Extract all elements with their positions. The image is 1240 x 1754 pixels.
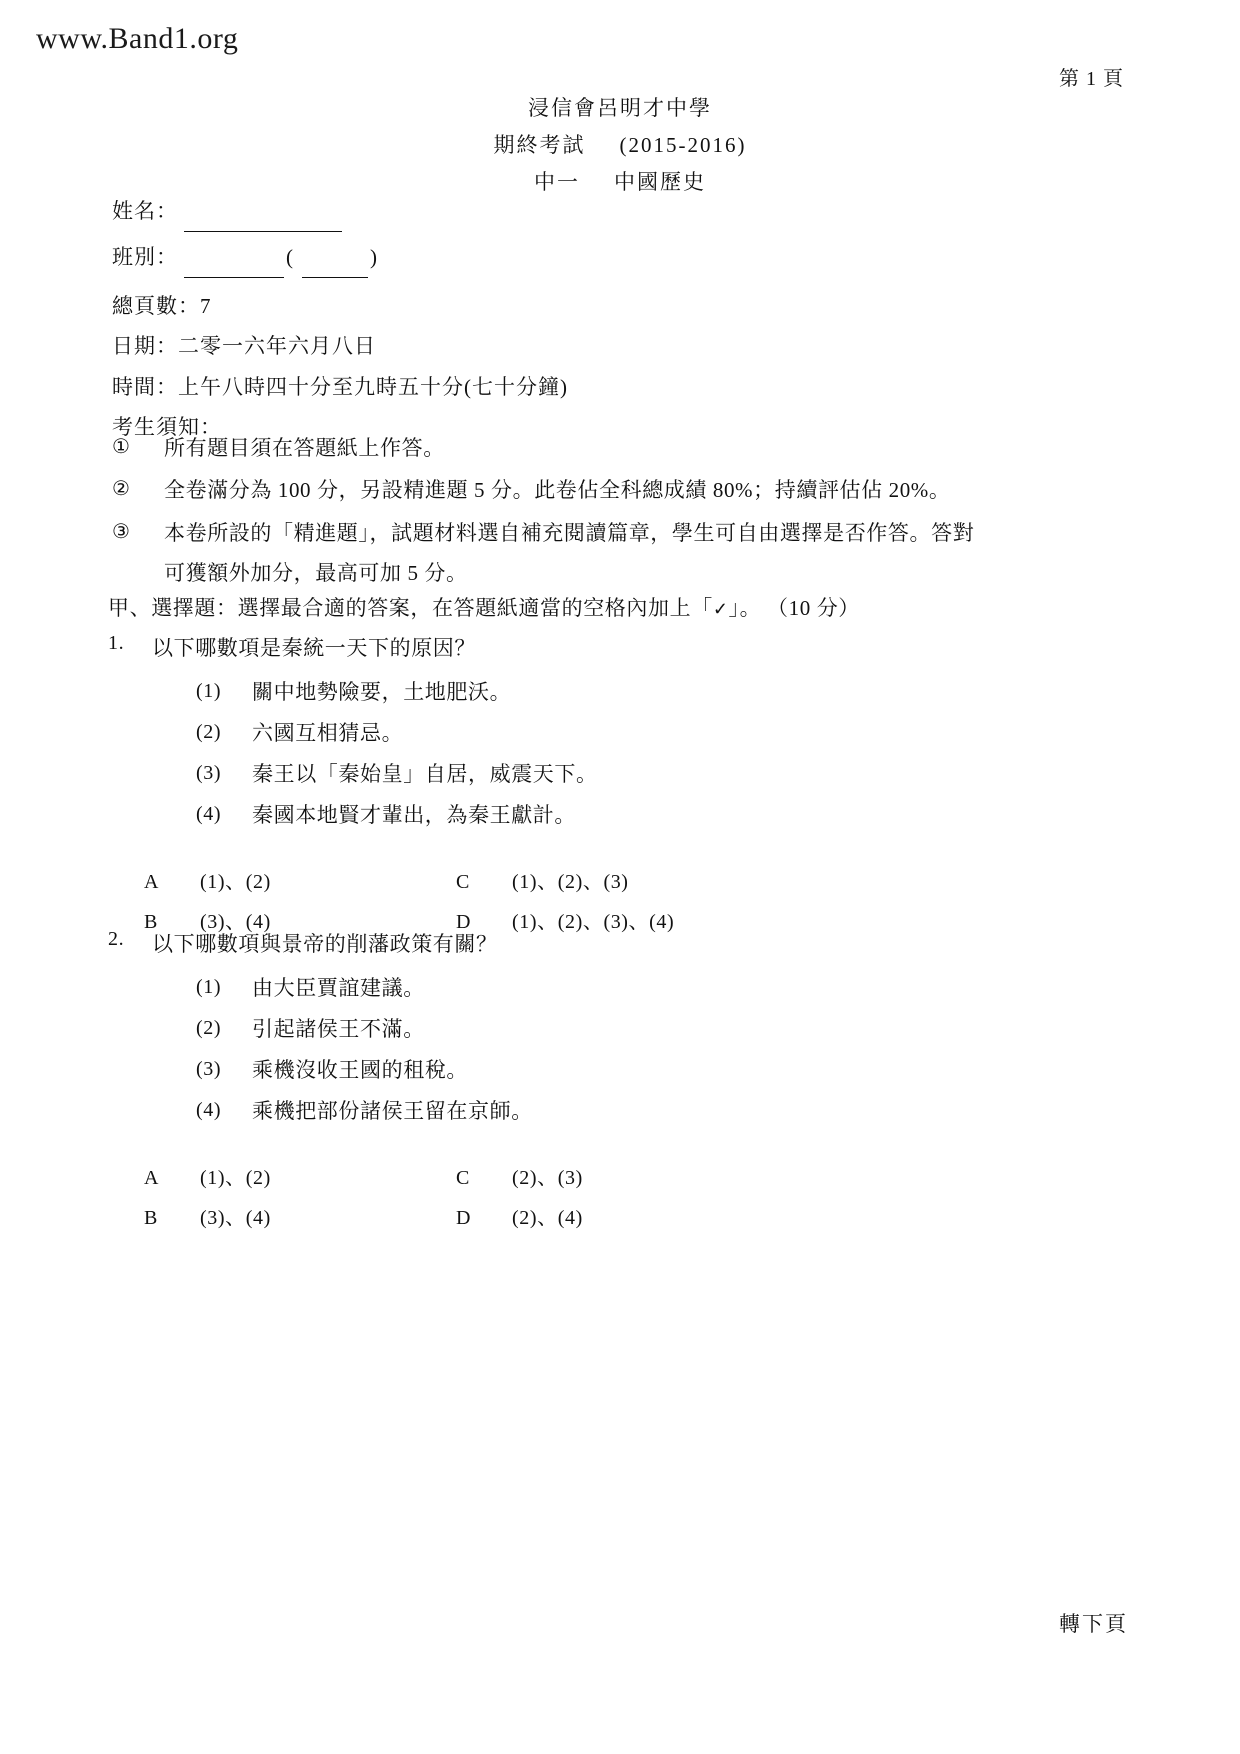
option-letter: A [144,870,160,893]
section-a-heading [108,592,1048,622]
option-text: (1)、(2) [200,1166,271,1189]
statement-text: 秦國本地賢才輩出，為秦王獻計。 [252,802,576,827]
section-title-end: 」。 （10 分） [728,596,860,620]
note-item [112,513,1012,594]
class-field-row [112,236,380,278]
exam-date: 日期：二零一六年六月八日 [112,334,376,359]
option-text: (1)、(2) [200,870,271,893]
name-field-row [112,190,380,232]
statement-number: (4) [196,1098,222,1121]
class-label: 班別： [112,245,178,269]
statement-item [196,1050,1068,1091]
option-letter: B [144,910,158,933]
grade-level: 中一 [534,169,580,194]
class-number-input-line[interactable] [302,257,368,278]
statement-item [196,754,1068,795]
statement-item [196,795,1068,836]
option-row [144,1158,1068,1198]
site-watermark: www.Band1.org [36,22,239,55]
option-letter: C [456,1166,470,1189]
student-fields [112,190,380,282]
question-2-head [108,928,1068,958]
option-d[interactable] [456,1198,583,1238]
note-text: 所有題目須在答題紙上作答。 [164,436,445,460]
question-number: 1. [108,632,125,654]
question-stem: 以下哪數項與景帝的削藩政策有關？ [152,932,498,956]
exam-meta [112,286,568,447]
notice-label: 考生須知： [112,414,222,439]
name-label: 姓名： [112,199,178,223]
question-2-statements [196,968,1068,1132]
exam-title-line [0,127,1240,164]
option-text: (1)、(2)、(3) [512,870,629,893]
option-letter: D [456,1206,472,1229]
option-letter: C [456,870,470,893]
page-footer-note: 轉下頁 [1059,1612,1128,1636]
option-letter: A [144,1166,160,1189]
option-letter: B [144,1206,158,1229]
statement-text: 秦王以「秦始皇」自居，威震天下。 [252,761,598,786]
statement-item [196,1009,1068,1050]
class-paren-open: ( [286,245,294,269]
question-2 [108,928,1068,1238]
question-1-head [108,632,1068,662]
option-b[interactable] [144,1198,456,1238]
note-text-line1: 本卷所設的「精進題」，試題材料選自補充閱讀篇章，學生可自由選擇是否作答。答對 [164,520,975,545]
option-a[interactable] [144,862,456,902]
question-1 [108,632,1068,942]
option-text: (1)、(2)、(3)、(4) [512,910,675,933]
total-pages: 總頁數：7 [112,294,212,318]
subject-name: 中國歷史 [614,169,706,194]
class-input-line[interactable] [184,257,284,278]
statement-number: (3) [196,761,222,784]
exam-time: 時間：上午八時四十分至九時五十分(七十分鐘) [112,374,568,399]
exam-title: 期終考試 [493,132,586,157]
option-text: (2)、(4) [512,1206,583,1229]
option-letter: D [456,910,472,933]
question-stem: 以下哪數項是秦統一天下的原因？ [152,636,476,660]
school-name: 浸信會呂明才中學 [528,96,712,120]
note-item [112,428,1012,468]
note-text-line2: 可獲額外加分，最高可加 5 分。 [164,560,468,585]
option-c[interactable] [456,862,629,902]
statement-number: (4) [196,802,222,825]
statement-text: 乘機把部份諸侯王留在京師。 [252,1098,533,1123]
exam-years: (2015-2016) [619,132,747,157]
statement-item [196,968,1068,1009]
note-number: ③ [112,520,131,543]
option-c[interactable] [456,1158,583,1198]
class-paren-close: ) [370,245,378,269]
statement-item [196,713,1068,754]
note-text [164,513,1012,594]
statement-number: (1) [196,680,222,702]
question-2-options [144,1158,1068,1238]
page-number: 第 1 頁 [1059,68,1124,90]
note-number: ① [112,436,131,458]
option-text: (3)、(4) [200,1206,271,1229]
statement-text: 六國互相猜忌。 [252,720,404,745]
statement-item [196,1091,1068,1132]
check-mark-icon: ✓ [712,599,729,619]
note-item [112,470,1012,510]
statement-text: 關中地勢險要，土地肥沃。 [252,680,512,704]
statement-text: 由大臣賈誼建議。 [252,976,425,1000]
statement-number: (2) [196,1016,222,1039]
option-text: (2)、(3) [512,1166,583,1189]
statement-number: (3) [196,1057,222,1080]
statement-text: 引起諸侯王不滿。 [252,1016,425,1041]
question-1-statements [196,672,1068,836]
statement-text: 乘機沒收王國的租稅。 [252,1057,468,1082]
statement-number: (2) [196,720,222,743]
note-number: ② [112,478,131,501]
statement-number: (1) [196,976,222,998]
option-a[interactable] [144,1158,456,1198]
note-text: 全卷滿分為 100 分，另設精進題 5 分。此卷佔全科總成績 80%；持續評估佔 20%。 [164,478,951,503]
option-row [144,1198,1068,1238]
option-text: (3)、(4) [200,910,271,933]
option-row [144,862,1068,902]
candidate-notes [112,428,1012,595]
statement-item [196,672,1068,713]
section-title-text: 選擇題：選擇最合適的答案，在答題紙適當的空格內加上「 [151,596,713,620]
question-number: 2. [108,928,125,950]
exam-header [0,90,1240,200]
name-input-line[interactable] [184,211,342,232]
section-label: 甲、 [108,596,152,620]
